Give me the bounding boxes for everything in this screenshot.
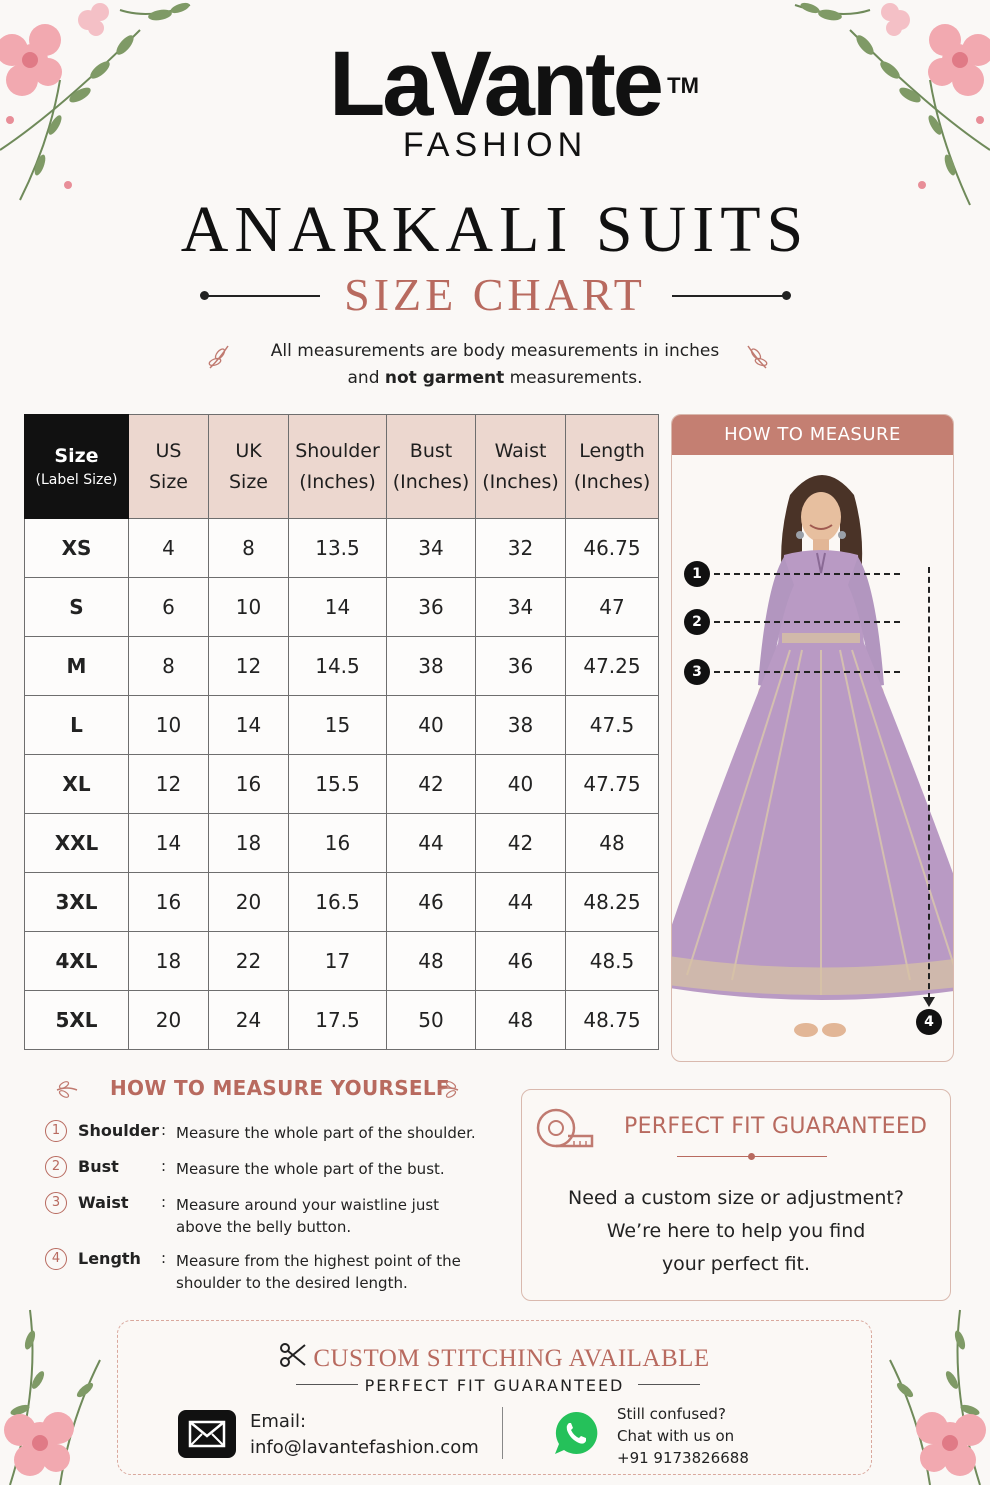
cell-us-size: 20 <box>129 991 209 1050</box>
measurement-note-line2 <box>0 365 990 392</box>
brand-logo <box>0 33 990 135</box>
cell-uk-size: 12 <box>209 637 289 696</box>
cell-waist: 48 <box>476 991 566 1050</box>
measure-desc: Measure the whole part of the shoulder. <box>176 1124 476 1142</box>
measurement-note <box>0 338 990 392</box>
measure-marker-4: 4 <box>916 1009 942 1035</box>
cell-uk-size: 8 <box>209 519 289 578</box>
cell-size: XS <box>25 519 129 578</box>
cell-bust: 40 <box>387 696 476 755</box>
table-row <box>25 814 659 873</box>
email-link[interactable]: info@lavantefashion.com <box>250 1437 479 1458</box>
measure-desc: Measure around your waistline just above the belly button. <box>176 1196 440 1236</box>
perfect-fit-line: Need a custom size or adjustment? <box>568 1187 904 1209</box>
wa-line: Chat with us on <box>617 1427 735 1445</box>
note-line2-bold: not garment <box>384 368 505 388</box>
cell-size: 3XL <box>25 873 129 932</box>
perfect-fit-line: your perfect fit. <box>661 1253 811 1275</box>
cell-shoulder: 14 <box>289 578 387 637</box>
length-arrow-icon <box>923 997 935 1007</box>
cs-rule-right <box>638 1384 700 1385</box>
leaf-icon <box>744 342 770 372</box>
measure-label: Shoulder <box>78 1121 159 1140</box>
cell-waist: 44 <box>476 873 566 932</box>
cell-bust: 42 <box>387 755 476 814</box>
scissors-icon <box>279 1341 307 1369</box>
floral-decoration-bottom-left <box>0 1300 110 1485</box>
cell-length: 47.25 <box>566 637 659 696</box>
cell-shoulder: 15 <box>289 696 387 755</box>
cell-size: 5XL <box>25 991 129 1050</box>
leaf-icon <box>436 1076 460 1100</box>
cell-size: M <box>25 637 129 696</box>
measuring-tape-icon <box>534 1106 596 1154</box>
col-header-bust: Bust (Inches) <box>387 415 476 519</box>
wa-line: Still confused? <box>617 1405 726 1423</box>
measure-marker-3: 3 <box>684 659 710 685</box>
col-header-waist: Waist (Inches) <box>476 415 566 519</box>
waist-line <box>714 671 900 673</box>
cell-us-size: 6 <box>129 578 209 637</box>
measure-num-icon: 2 <box>45 1156 67 1178</box>
table-row <box>25 755 659 814</box>
measure-num-icon: 3 <box>45 1192 67 1214</box>
cell-bust: 46 <box>387 873 476 932</box>
cell-bust: 50 <box>387 991 476 1050</box>
size-chart-table <box>24 414 659 1050</box>
model-dress-illustration <box>672 455 954 1062</box>
cell-size: XL <box>25 755 129 814</box>
perfect-fit-line: We’re here to help you find <box>606 1220 866 1242</box>
cell-uk-size: 24 <box>209 991 289 1050</box>
cell-size: XXL <box>25 814 129 873</box>
measure-yourself-title: HOW TO MEASURE YOURSELF <box>110 1076 450 1100</box>
cell-length: 48.75 <box>566 991 659 1050</box>
cell-length: 47 <box>566 578 659 637</box>
cell-length: 48.5 <box>566 932 659 991</box>
length-line <box>928 567 930 999</box>
cell-bust: 34 <box>387 519 476 578</box>
table-row <box>25 637 659 696</box>
col-header-uk-size: UK Size <box>209 415 289 519</box>
cell-uk-size: 16 <box>209 755 289 814</box>
measure-label: Waist <box>78 1193 129 1212</box>
page-subtitle: SIZE CHART <box>344 269 646 320</box>
perfect-fit-rule-dot <box>748 1153 755 1160</box>
cell-length: 46.75 <box>566 519 659 578</box>
measure-desc: Measure the whole part of the bust. <box>176 1160 445 1178</box>
cell-us-size: 10 <box>129 696 209 755</box>
whatsapp-icon[interactable] <box>552 1409 600 1457</box>
cell-us-size: 4 <box>129 519 209 578</box>
cell-length: 48.25 <box>566 873 659 932</box>
col-header-shoulder: Shoulder (Inches) <box>289 415 387 519</box>
bust-line <box>714 621 900 623</box>
cell-uk-size: 20 <box>209 873 289 932</box>
title-rule-right-dot <box>782 291 791 300</box>
cell-uk-size: 10 <box>209 578 289 637</box>
cell-shoulder: 15.5 <box>289 755 387 814</box>
cell-waist: 32 <box>476 519 566 578</box>
cell-length: 48 <box>566 814 659 873</box>
floral-decoration-bottom-right <box>880 1300 990 1485</box>
cell-us-size: 14 <box>129 814 209 873</box>
col-header-size: Size (Label Size) <box>25 415 129 519</box>
cell-waist: 34 <box>476 578 566 637</box>
perfect-fit-box <box>521 1089 951 1301</box>
whatsapp-text <box>617 1403 749 1469</box>
table-row <box>25 991 659 1050</box>
note-line2-pre: and <box>347 368 385 388</box>
table-row <box>25 696 659 755</box>
cell-us-size: 12 <box>129 755 209 814</box>
cell-shoulder: 16.5 <box>289 873 387 932</box>
cell-bust: 48 <box>387 932 476 991</box>
custom-stitching-title-row <box>118 1341 871 1373</box>
perfect-fit-text <box>522 1182 950 1281</box>
measure-num-icon: 1 <box>45 1120 67 1142</box>
measure-label: Bust <box>78 1157 119 1176</box>
col-header-length: Length (Inches) <box>566 415 659 519</box>
trademark-mark: TM <box>667 73 699 98</box>
cell-shoulder: 17 <box>289 932 387 991</box>
cell-uk-size: 14 <box>209 696 289 755</box>
perfect-fit-title: PERFECT FIT GUARANTEED <box>624 1114 928 1139</box>
measure-marker-1: 1 <box>684 561 710 587</box>
cell-shoulder: 14.5 <box>289 637 387 696</box>
measure-colon: : <box>161 1121 167 1139</box>
cell-bust: 36 <box>387 578 476 637</box>
measure-colon: : <box>161 1249 167 1267</box>
cell-us-size: 8 <box>129 637 209 696</box>
cell-us-size: 18 <box>129 932 209 991</box>
table-header-row <box>25 415 659 519</box>
col-header-us-size: US Size <box>129 415 209 519</box>
page-title: ANARKALI SUITS <box>180 193 810 266</box>
measure-colon: : <box>161 1157 167 1175</box>
cell-shoulder: 17.5 <box>289 991 387 1050</box>
cell-shoulder: 16 <box>289 814 387 873</box>
how-to-measure-header: HOW TO MEASURE <box>672 415 953 455</box>
email-icon <box>178 1410 236 1458</box>
table-row <box>25 873 659 932</box>
measure-desc: Measure from the highest point of the shoulder to the desired length. <box>176 1252 461 1292</box>
email-label: Email: <box>250 1411 307 1432</box>
contact-divider <box>502 1407 503 1459</box>
cell-waist: 40 <box>476 755 566 814</box>
cell-uk-size: 22 <box>209 932 289 991</box>
cell-uk-size: 18 <box>209 814 289 873</box>
whatsapp-phone-link[interactable]: +91 9173826688 <box>617 1449 749 1467</box>
measure-num-icon: 4 <box>45 1248 67 1270</box>
custom-stitching-box <box>117 1320 872 1475</box>
custom-stitching-subtitle: PERFECT FIT GUARANTEED <box>364 1376 625 1395</box>
custom-stitching-title: CUSTOM STITCHING AVAILABLE <box>313 1345 710 1372</box>
table-row <box>25 519 659 578</box>
cell-bust: 44 <box>387 814 476 873</box>
title-rule-left <box>205 295 320 297</box>
brand-subtitle: FASHION <box>402 126 588 164</box>
measure-marker-2: 2 <box>684 609 710 635</box>
cell-size: 4XL <box>25 932 129 991</box>
cell-size: S <box>25 578 129 637</box>
measure-colon: : <box>161 1193 167 1211</box>
cell-waist: 46 <box>476 932 566 991</box>
brand-logo-text: LaVante <box>329 33 661 135</box>
note-line2-post: measurements. <box>504 368 643 388</box>
measurement-note-line1: All measurements are body measurements in inches <box>270 341 720 361</box>
cell-shoulder: 13.5 <box>289 519 387 578</box>
cell-length: 47.5 <box>566 696 659 755</box>
shoulder-line <box>714 573 900 575</box>
cell-waist: 42 <box>476 814 566 873</box>
cell-length: 47.75 <box>566 755 659 814</box>
cell-size: L <box>25 696 129 755</box>
cell-us-size: 16 <box>129 873 209 932</box>
cell-waist: 36 <box>476 637 566 696</box>
table-row <box>25 932 659 991</box>
how-to-measure-panel <box>671 414 954 1062</box>
leaf-icon <box>55 1076 79 1100</box>
cell-bust: 38 <box>387 637 476 696</box>
title-rule-right <box>672 295 787 297</box>
table-row <box>25 578 659 637</box>
measure-label: Length <box>78 1249 141 1268</box>
cell-waist: 38 <box>476 696 566 755</box>
